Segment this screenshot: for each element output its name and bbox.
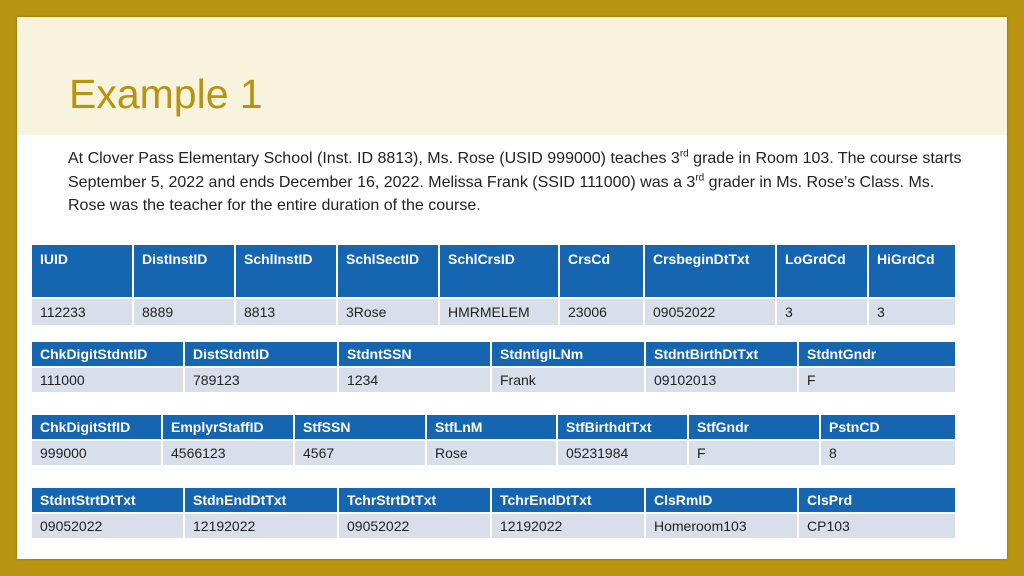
table-cell: 111000 — [31, 367, 184, 393]
table-cell: 09052022 — [338, 513, 491, 539]
table-cell: Homeroom103 — [645, 513, 798, 539]
table-row — [31, 298, 956, 326]
title-band — [17, 17, 1007, 135]
table-cell: 8 — [820, 440, 956, 466]
table-cell: F — [688, 440, 820, 466]
slide — [17, 17, 1007, 559]
table-row — [31, 440, 956, 466]
table-cell: Frank — [491, 367, 645, 393]
table-cell: F — [798, 367, 956, 393]
header-cell: ClsPrd — [798, 487, 956, 513]
header-cell: SchlCrsID — [439, 244, 559, 298]
table-header-row — [31, 414, 956, 440]
header-cell: StdntBirthDtTxt — [645, 341, 798, 367]
student-table — [30, 340, 957, 394]
table-cell: 3 — [776, 298, 868, 326]
paragraph-text-2: grade in Room 103. The course starts September 5, 2022 and ends December 16, 2022. Melissa Frank (SSID 111000) was a 3 — [68, 150, 962, 191]
description-paragraph — [68, 147, 968, 218]
paragraph-text-1: At Clover Pass Elementary School (Inst. ID 8813), Ms. Rose (USID 999000) teaches 3 — [68, 150, 680, 167]
header-cell: StdntlglLNm — [491, 341, 645, 367]
course-section-table — [30, 243, 957, 327]
header-cell: DistInstID — [133, 244, 235, 298]
header-cell: TchrEndDtTxt — [491, 487, 645, 513]
table-cell: 999000 — [31, 440, 162, 466]
header-cell: StfLnM — [426, 414, 557, 440]
header-cell: TchrStrtDtTxt — [338, 487, 491, 513]
header-cell: CrsCd — [559, 244, 644, 298]
header-cell: StfSSN — [294, 414, 426, 440]
header-cell: StdntStrtDtTxt — [31, 487, 184, 513]
header-cell: EmplyrStaffID — [162, 414, 294, 440]
table-cell: 09052022 — [31, 513, 184, 539]
table-cell: 8889 — [133, 298, 235, 326]
table-row — [31, 367, 956, 393]
table-cell: 8813 — [235, 298, 337, 326]
table-cell: 12192022 — [184, 513, 338, 539]
staff-table — [30, 413, 957, 467]
header-cell: CrsbeginDtTxt — [644, 244, 776, 298]
header-cell: StdntSSN — [338, 341, 491, 367]
paragraph-sup-2: rd — [695, 172, 705, 184]
header-cell: StdnEndDtTxt — [184, 487, 338, 513]
header-cell: ChkDigitStfID — [31, 414, 162, 440]
header-cell: SchlInstID — [235, 244, 337, 298]
table-header-row — [31, 244, 956, 298]
table-cell: Rose — [426, 440, 557, 466]
table-header-row — [31, 341, 956, 367]
table-cell: 09052022 — [644, 298, 776, 326]
enrollment-dates-table — [30, 486, 957, 540]
table-cell: 23006 — [559, 298, 644, 326]
table-cell: 112233 — [31, 298, 133, 326]
table-cell: 3Rose — [337, 298, 439, 326]
table-cell: 05231984 — [557, 440, 688, 466]
header-cell: PstnCD — [820, 414, 956, 440]
header-cell: LoGrdCd — [776, 244, 868, 298]
header-cell: HiGrdCd — [868, 244, 956, 298]
table-cell: HMRMELEM — [439, 298, 559, 326]
header-cell: StfBirthdtTxt — [557, 414, 688, 440]
table-cell: 1234 — [338, 367, 491, 393]
table-cell: 4567 — [294, 440, 426, 466]
header-cell: SchlSectID — [337, 244, 439, 298]
paragraph-text-3: grader in Ms. Rose’s Class. Ms. Rose was the teacher for the entire duration of the course. — [68, 173, 935, 214]
header-cell: ClsRmID — [645, 487, 798, 513]
table-cell: 09102013 — [645, 367, 798, 393]
table-cell: 3 — [868, 298, 956, 326]
table-row — [31, 513, 956, 539]
header-cell: DistStdntID — [184, 341, 338, 367]
table-cell: 12192022 — [491, 513, 645, 539]
table-header-row — [31, 487, 956, 513]
paragraph-sup-1: rd — [679, 148, 689, 160]
header-cell: IUID — [31, 244, 133, 298]
table-cell: 789123 — [184, 367, 338, 393]
header-cell: StdntGndr — [798, 341, 956, 367]
table-cell: CP103 — [798, 513, 956, 539]
header-cell: ChkDigitStdntID — [31, 341, 184, 367]
table-cell: 4566123 — [162, 440, 294, 466]
slide-title: Example 1 — [69, 71, 263, 117]
header-cell: StfGndr — [688, 414, 820, 440]
